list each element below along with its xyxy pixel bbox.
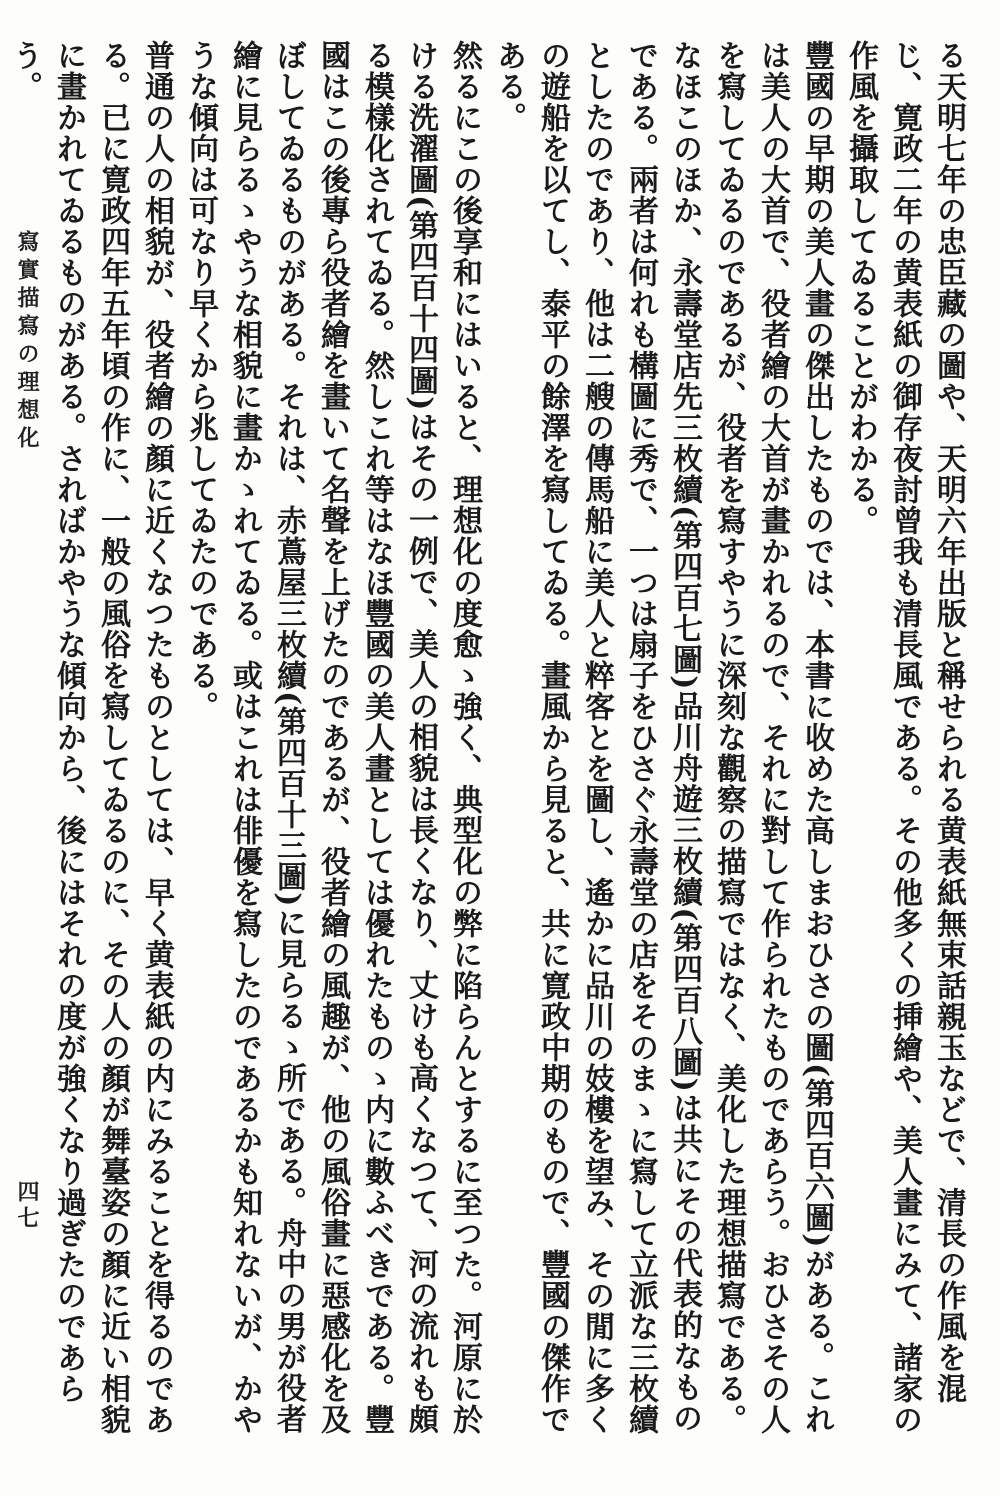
running-head: 寫實描寫の理想化 [14, 230, 40, 454]
paragraph: 然るにこの後享和にはいると、理想化の度愈ゝ強く、典型化の弊に陷らんとするに至つた。河原に於ける洗濯圖(第四百十四圖)はその一例で、美人の相貌は長くなり、丈けも高くなつて、河の流れも頗る模樣化されてゐる。然しこれ等はなほ豐國の美人畫としては優れたものゝ内に數ふべきである。豐國はこの後專ら役者繪を畫いて名聲を上げたのであるが、役者繪の風趣が、他の風俗畫に惡感化を及ぼしてゐるものがある。それは、赤蔦屋三枚續(第四百十三圖)に見らるゝ所である。舟中の男が役者繪に見らるゝやうな相貌に畫かゝれてゐる。或はこれは俳優を寫したのであるかも知れないが、かやうな傾向は可なり早くから兆してゐたのである。 [183, 40, 482, 1435]
paragraph: る天明七年の忠臣藏の圖や、天明六年出版と稱せられる黄表紙無束話親玉などで、清長の作風を混じ、寛政二年の黄表紙の御存夜討曾我も清長風である。その他多くの挿繪や、美人畫にみて、諸家の作風を攝取してゐることがわかる。 [843, 40, 966, 1435]
paragraph [0, 40, 2, 1460]
paragraph: 普通の人の相貌が、役者繪の顏に近くなつたものとしては、早く黄表紙の内にみることを得るのである。已に寛政四年五年頃の作に、一般の風俗を寫してゐるのに、その人の顏が舞臺姿の顏に近い相貌に畫かれてゐるものがある。さればかやうな傾向から、後にはそれの度が強くなり過ぎたのであらう。 [7, 40, 174, 1435]
page-number: 四七 [14, 1180, 40, 1232]
paragraph: 豐國の早期の美人畫の傑出したものでは、本書に收めた高しまおひさの圖(第四百六圖)がある。これは美人の大首で、役者繪の大首が畫かれるので、それに對して作られたものであらう。おひさその人を寫してゐるのであるが、役者を寫すやうに深刻な觀察の描寫ではなく、美化した理想描寫である。なほこのほか、永壽堂店先三枚續(第四百七圖)品川舟遊三枚續(第四百八圖)は共にその代表的なものである。兩者は何れも構圖に秀で、一つは扇子をひさぐ永壽堂の店をそのまゝに寫して立派な三枚續としたのであり、他は二艘の傳馬船に美人と粹客とを圖し、遙かに品川の妓樓を望み、その閒に多くの遊船を以てし、泰平の餘澤を寫してゐる。畫風から見ると、共に寛政中期のもので、豐國の傑作である。 [491, 40, 834, 1435]
